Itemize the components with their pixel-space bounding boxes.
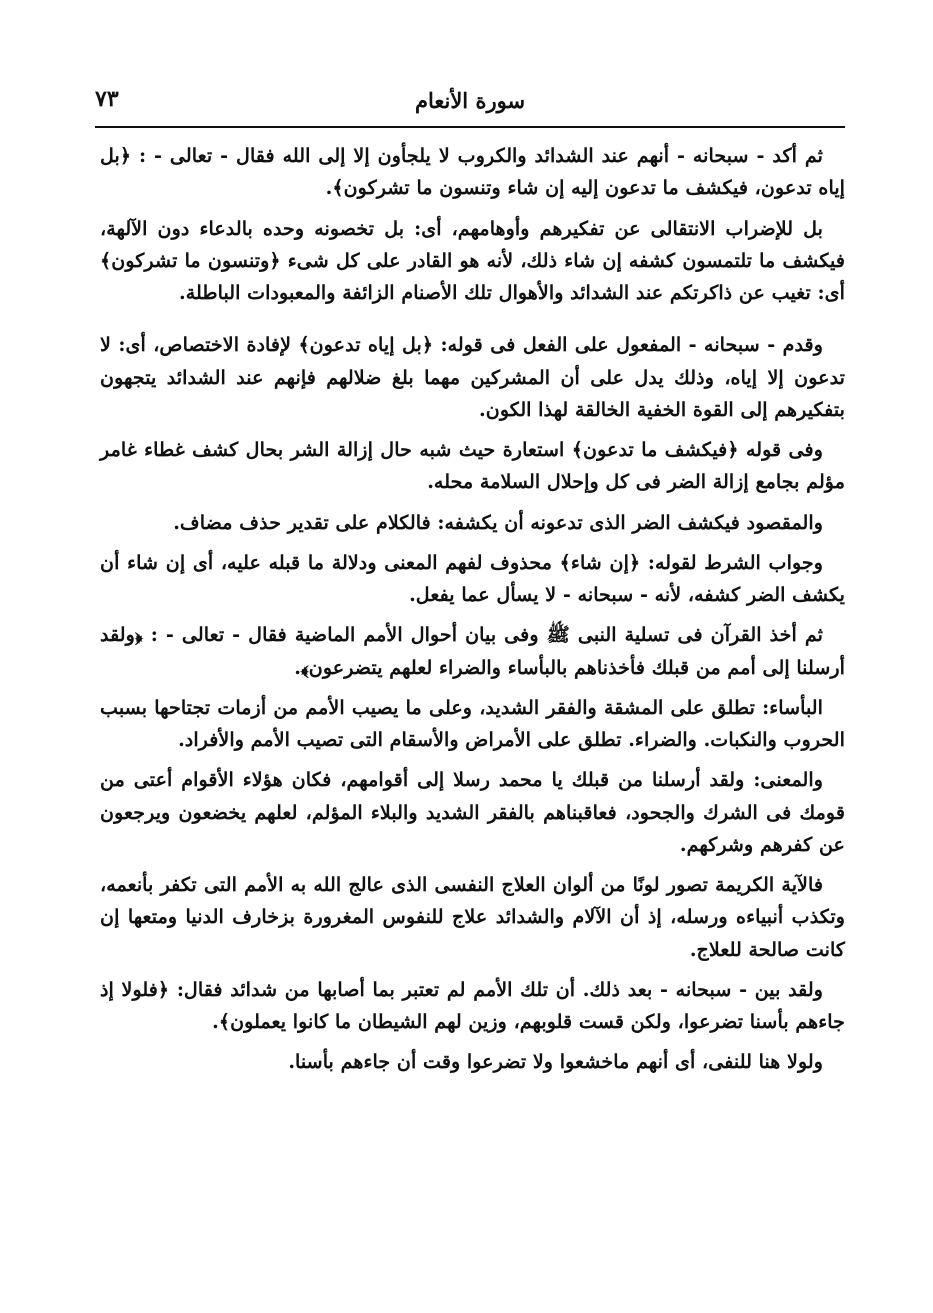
paragraph: ولولا هنا للنفى، أى أنهم ماخشعوا ولا تضرعوا وقت أن جاءهم بأسنا.	[288, 1050, 823, 1074]
running-title: سورة الأنعام	[414, 88, 526, 113]
page-number: ٧٣	[95, 86, 119, 112]
paragraph: البأساء: تطلق على المشقة والفقر الشديد، وعلى ما يصيب الأمم من أزمات تجتاحها بسبب الحروب والنكبات. والضراء. تطلق على الأمراض والأسقام التى تصيب الأمم والأفراد.	[100, 695, 845, 751]
paragraph: وجواب الشرط لقوله: ﴿إن شاء﴾ محذوف لفهم المعنى ودلالة ما قبله عليه، أى إن شاء أن يكشف الضر كشفه، لأنه - سبحانه - لا يسأل عما يفعل.	[100, 550, 845, 606]
paragraph: وفى قوله ﴿فيكشف ما تدعون﴾ استعارة حيث شبه حال إزالة الشر بحال كشف غطاء غامر مؤلم بجامع إزالة الضر فى كل وإحلال السلامة محله.	[100, 438, 845, 494]
page-body	[100, 140, 845, 1253]
paragraph: ثم أخذ القرآن فى تسلية النبى ﷺ وفى بيان أحوال الأمم الماضية فقال - تعالى - : ﴿ولقد أرسلنا إلى أمم من قبلك فأخذناهم بالبأساء والضراء لعلهم يتضرعون﴾.	[100, 623, 845, 679]
paragraph: بل للإضراب الانتقالى عن تفكيرهم وأوهامهم، أى: بل تخصونه وحده بالدعاء دون الآلهة، فيكشف ما تلتمسون كشفه إن شاء ذلك، لأنه هو القادر على كل شىء ﴿وتنسون ما تشركون﴾ أى: تغيب عن ذاكرتكم عند الشدائد والأهوال تلك الأصنام الزائفة والمعبودات الباطلة.	[100, 216, 845, 304]
paragraph: والمقصود فيكشف الضر الذى تدعونه أن يكشفه: فالكلام على تقدير حذف مضاف.	[173, 510, 823, 534]
paragraph: والمعنى: ولقد أرسلنا من قبلك يا محمد رسلا إلى أقوامهم، فكان هؤلاء الأقوام أعتى من قومك فى الشرك والجحود، فعاقبناهم بالفقر الشديد والبلاء المؤلم، لعلهم يخضعون ويرجعون عن كفرهم وشركهم.	[100, 768, 845, 856]
header-rule	[95, 126, 845, 128]
paragraph: فالآية الكريمة تصور لونًا من ألوان العلاج النفسى الذى عالج الله به الأمم التى تكفر بأنعمه، وتكذب أنبياءه ورسله، إذ أن الآلام والشدائد علاج للنفوس المغرورة بزخارف الدنيا ومتعها إن كانت صالحة للعلاج.	[100, 873, 845, 961]
paragraph: ولقد بين - سبحانه - بعد ذلك. أن تلك الأمم لم تعتبر بما أصابها من شدائد فقال: ﴿فلولا إذ جاءهم بأسنا تضرعوا، ولكن قست قلوبهم، وزين لهم الشيطان ما كانوا يعملون﴾.	[100, 977, 845, 1033]
page-header	[95, 86, 845, 126]
paragraph: وقدم - سبحانه - المفعول على الفعل فى قوله: ﴿بل إياه تدعون﴾ لإفادة الاختصاص، أى: لا تدعون إلا إياه، وذلك يدل على أن المشركين مهما بلغ ضلالهم فإنهم عند الشدائد يتجهون بتفكيرهم إلى القوة الخفية الخالقة لهذا الكون.	[100, 333, 845, 421]
paragraph: ثم أكد - سبحانه - أنهم عند الشدائد والكروب لا يلجأون إلا إلى الله فقال - تعالى - : ﴿بل إياه تدعون، فيكشف ما تدعون إليه إن شاء وتنسون ما تشركون﴾.	[100, 144, 845, 200]
